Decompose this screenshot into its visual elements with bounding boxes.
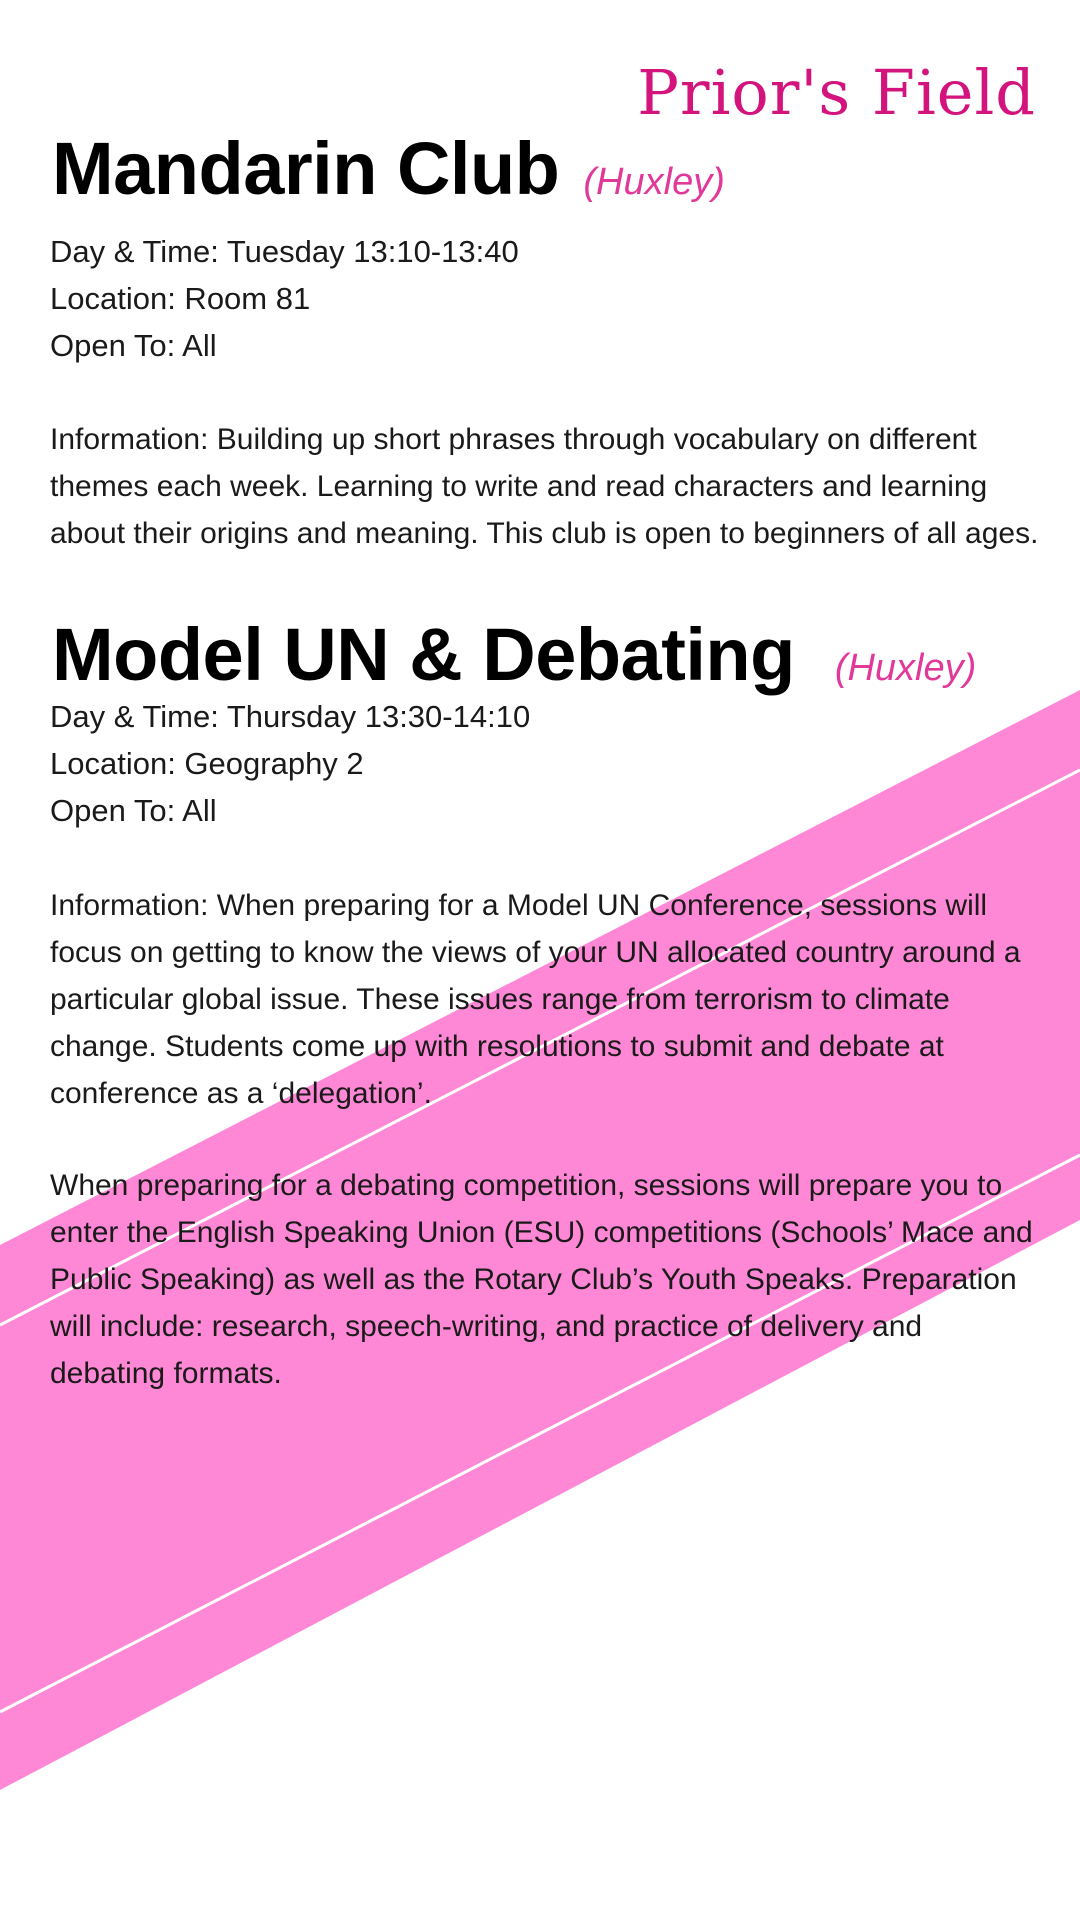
club-information-debating: When preparing for a debating competition, sessions will prepare you to enter the English Speaking Union (ESU) competitions (Schools’ Mace and Public Speaking) as well as the Rotary Club’s Youth Speaks. Preparation will include: research, speech-writing, and practice of delivery and debating formats. [50,1169,1033,1390]
mandarin-club-heading [52,127,725,210]
house-label: (Huxley) [834,647,977,689]
club-title: Model UN & Debating [52,613,795,696]
logo-wordmark: Prior's Field [637,56,1036,129]
location: Location: Room 81 [50,281,311,316]
day-time: Day & Time: Tuesday 13:10-13:40 [50,234,519,269]
house-label: (Huxley) [583,161,725,203]
club-information: Information: Building up short phrases through vocabulary on different themes each week. Learning to write and read characters and learning about their origins and meaning. This club is open to beginners of all ages. [50,423,1039,550]
club-information: Information: When preparing for a Model UN Conference, sessions will focus on getting to know the views of your UN allocated country around a particular global issue. These issues range from terrorism to climate change. Students come up with resolutions to submit and debate at conference as a ‘delegation’. [50,889,1021,1110]
day-time: Day & Time: Thursday 13:30-14:10 [50,699,531,734]
model-un-debating-heading [52,613,977,696]
location: Location: Geography 2 [50,746,364,781]
open-to: Open To: All [50,793,217,828]
school-logo [637,56,1036,129]
club-title: Mandarin Club [52,127,560,210]
open-to: Open To: All [50,328,217,363]
